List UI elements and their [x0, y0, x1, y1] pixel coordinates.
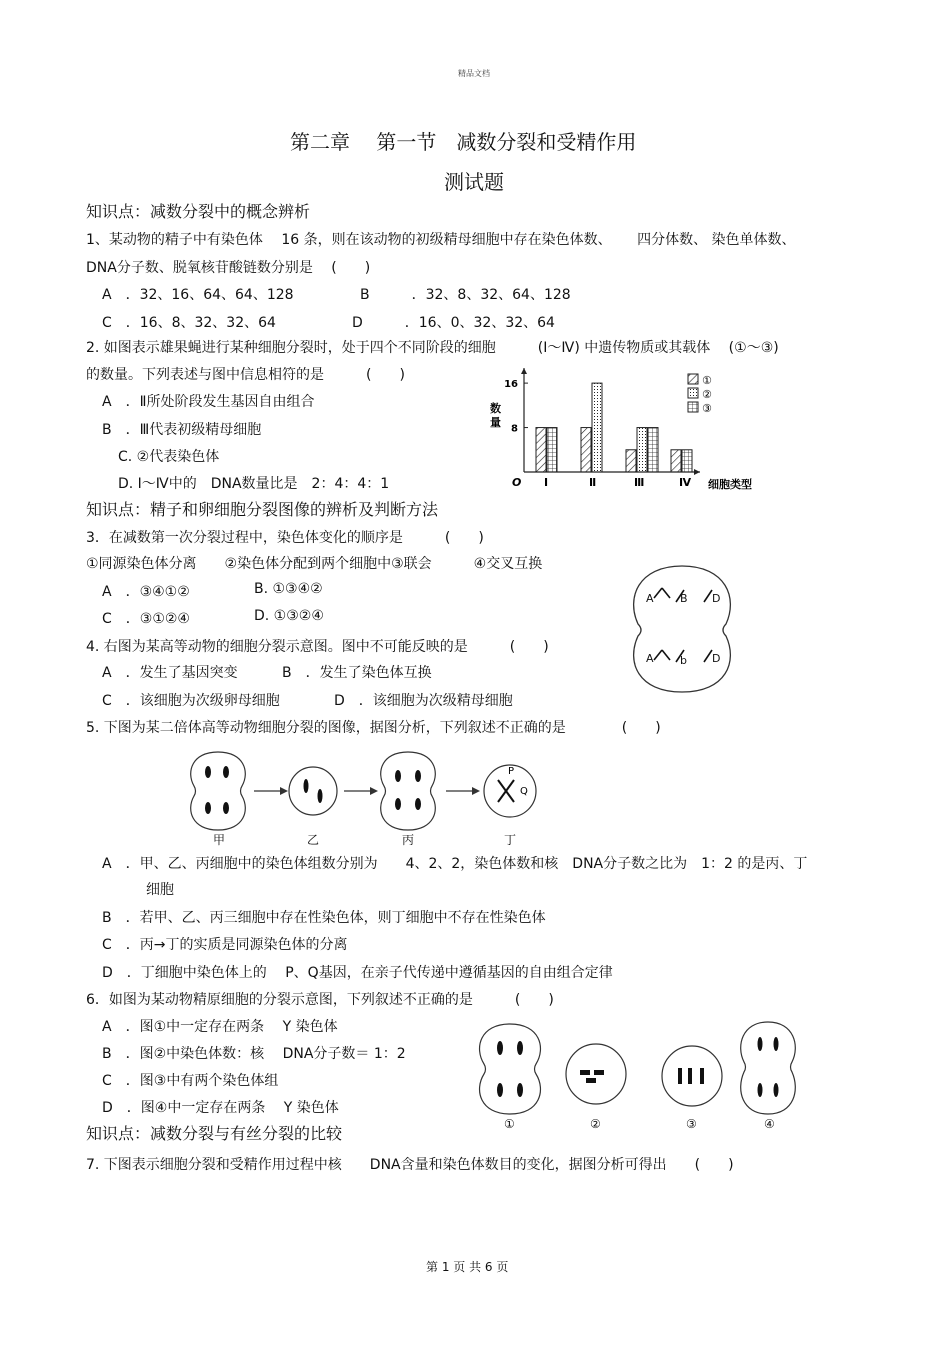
page-header: 精品文档 — [458, 69, 490, 78]
question-6-stem: 6．如图为某动物精原细胞的分裂示意图，下列叙述不正确的是 ( ) — [86, 992, 554, 1008]
q5-option-a-cont: 细胞 — [146, 882, 174, 898]
bar — [671, 450, 681, 472]
q6-option-b: B ．图②中染色体数：核 DNA分子数＝ 1：2 — [102, 1046, 406, 1062]
q3-option-d: D. ①③②④ — [254, 608, 324, 624]
q6-option-c: C ．图③中有两个染色体组 — [102, 1073, 279, 1089]
chart-bars — [536, 383, 692, 472]
q2-option-c: C. ②代表染色体 — [118, 449, 220, 465]
q6-cell-diagrams — [474, 1018, 814, 1130]
q5-option-a: A ．甲、乙、丙细胞中的染色体组数分别为 4、2、2，染色体数和核 DNA分子数之比为 1：2 的是丙、丁 — [102, 856, 808, 872]
x-tick-label: Ⅳ — [679, 476, 692, 489]
page-title: 第二章 第一节 减数分裂和受精作用 — [290, 130, 637, 154]
legend-swatch — [688, 388, 698, 398]
cell-label: ② — [590, 1117, 601, 1130]
legend-label: ② — [702, 388, 712, 401]
q1-option-d: D ．16、0、32、32、64 — [352, 315, 555, 331]
y-axis-label: 数 — [490, 402, 501, 415]
q2-option-d: D. Ⅰ～Ⅳ中的 DNA数量比是 2：4：4：1 — [118, 476, 390, 492]
section-heading: 知识点：精子和卵细胞分裂图像的辨析及判断方法 — [86, 500, 439, 519]
q5-option-c: C ．丙→丁的实质是同源染色体的分离 — [102, 937, 348, 953]
question-1-stem: 1、某动物的精子中有染色体 16 条，则在该动物的初级精母细胞中存在染色体数、 四分体数、 染色单体数、 — [86, 232, 796, 248]
question-4-stem: 4. 右图为某高等动物的细胞分裂示意图。图中不可能反映的是 ( ) — [86, 639, 549, 655]
q5-option-b: B ．若甲、乙、丙三细胞中存在性染色体，则丁细胞中不存在性染色体 — [102, 910, 546, 926]
q4-option-c: C ．该细胞为次级卵母细胞 — [102, 693, 280, 709]
q1-option-c: C ．16、8、32、32、64 — [102, 315, 276, 331]
section-heading: 知识点：减数分裂与有丝分裂的比较 — [86, 1124, 343, 1143]
legend-label: ③ — [702, 402, 712, 415]
cell-label: 乙 — [307, 833, 320, 846]
gene-label: D — [712, 592, 721, 605]
q4-option-b: B ．发生了染色体互换 — [282, 665, 432, 681]
gene-label: b — [680, 654, 687, 667]
q3-option-b: B. ①③④② — [254, 581, 323, 597]
question-3-stem: 3．在减数第一次分裂过程中，染色体变化的顺序是 ( ) — [86, 530, 484, 546]
gene-label: D — [712, 652, 721, 665]
cell-label: 甲 — [213, 833, 226, 846]
question-2-stem-cont: 的数量。下列表述与图中信息相符的是 ( ) — [86, 367, 405, 383]
bar — [637, 428, 647, 472]
cell-label: ④ — [764, 1117, 775, 1130]
bar — [648, 428, 658, 472]
q2-option-b: B ．Ⅲ代表初级精母细胞 — [102, 422, 262, 438]
gene-label-p: P — [508, 766, 515, 777]
bar — [536, 428, 546, 472]
page-subtitle: 测试题 — [444, 170, 504, 194]
x-tick-label: Ⅰ — [544, 476, 549, 489]
q6-option-a: A ．图①中一定存在两条 Y 染色体 — [102, 1019, 338, 1035]
cell-label: 丁 — [504, 833, 517, 846]
cell-label: 丙 — [402, 833, 415, 846]
question-5-stem: 5. 下图为某二倍体高等动物细胞分裂的图像，据图分析，下列叙述不正确的是 ( ) — [86, 720, 661, 736]
q4-option-a: A ．发生了基因突变 — [102, 665, 238, 681]
bar — [581, 428, 591, 472]
q6-option-d: D ．图④中一定存在两条 Y 染色体 — [102, 1100, 339, 1116]
gene-label: A — [646, 592, 654, 605]
bar — [682, 450, 692, 472]
q5-option-d: D ．丁细胞中染色体上的 P、Q基因，在亲子代传递中遵循基因的自由组合定律 — [102, 965, 613, 981]
q1-option-b: B ．32、8、32、64、128 — [360, 287, 571, 303]
q4-cell-diagram — [626, 562, 738, 696]
page-footer: 第 1 页 共 6 页 — [426, 1260, 509, 1274]
q4-option-d: D ．该细胞为次级精母细胞 — [334, 693, 513, 709]
chart-labels — [490, 379, 752, 491]
y-tick-label: 16 — [504, 379, 518, 391]
q3-option-c: C ．③①②④ — [102, 611, 190, 627]
x-axis-arrow — [694, 469, 700, 475]
y-tick-label: 8 — [511, 423, 518, 435]
bar — [592, 383, 602, 472]
q1-option-a: A ．32、16、64、64、128 — [102, 287, 294, 303]
q2-bar-chart — [488, 364, 778, 492]
x-tick-label: Ⅲ — [634, 476, 645, 489]
question-7-stem: 7. 下图表示细胞分裂和受精作用过程中核 DNA含量和染色体数目的变化，据图分析可得出 ( ) — [86, 1157, 734, 1173]
y-axis-arrow — [521, 368, 527, 374]
chart-legend — [688, 374, 712, 415]
question-3-items: ①同源染色体分离 ②染色体分配到两个细胞中③联会 ④交叉互换 — [86, 556, 543, 572]
y-axis-label: 量 — [490, 416, 501, 429]
question-2-stem: 2. 如图表示雄果蝇进行某种细胞分裂时，处于四个不同阶段的细胞 (Ⅰ～Ⅳ) 中遗传物质或其载体 (①～③) — [86, 340, 779, 356]
cell-label: ③ — [686, 1117, 697, 1130]
legend-label: ① — [702, 374, 712, 387]
question-1-stem-cont: DNA分子数、脱氧核苷酸链数分别是 ( ) — [86, 260, 371, 276]
bar — [547, 428, 557, 472]
x-axis-label: 细胞类型 — [708, 478, 752, 491]
q2-option-a: A ．Ⅱ所处阶段发生基因自由组合 — [102, 394, 315, 410]
cell-label: ① — [504, 1117, 515, 1130]
q3-option-a: A ．③④①② — [102, 584, 190, 600]
legend-swatch — [688, 374, 698, 384]
gene-label-q: Q — [520, 786, 528, 797]
section-heading: 知识点：减数分裂中的概念辨析 — [86, 202, 311, 221]
origin-label: O — [512, 476, 522, 489]
x-tick-label: Ⅱ — [589, 476, 597, 489]
gene-label: A — [646, 652, 654, 665]
legend-swatch — [688, 402, 698, 412]
gene-label: B — [680, 592, 688, 605]
bar — [626, 450, 636, 472]
q5-cell-series-diagram — [186, 746, 556, 846]
